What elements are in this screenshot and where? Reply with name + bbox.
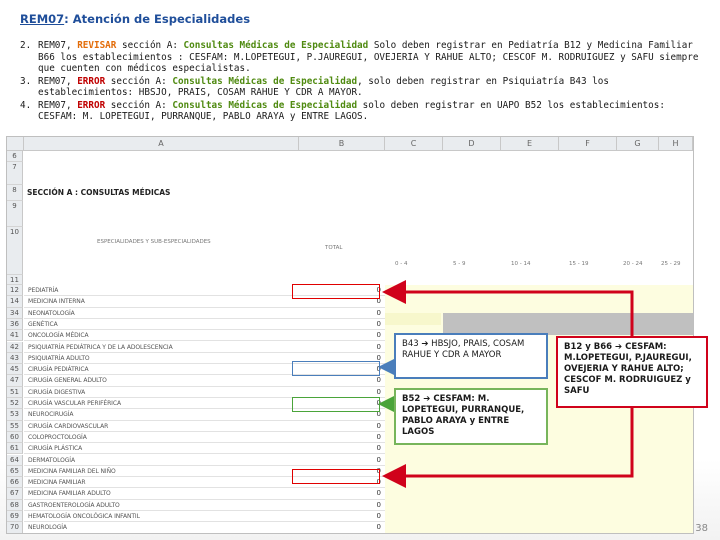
specialty-cell[interactable]: NEUROCIRUGÍA (24, 409, 299, 420)
specialty-cell[interactable]: CIRUGÍA VASCULAR PERIFÉRICA (24, 398, 299, 409)
column-header[interactable]: F (559, 137, 617, 151)
specialty-cell[interactable]: PSIQUIATRÍA PEDIÁTRICA Y DE LA ADOLESCENCIA (24, 342, 299, 353)
age-header: 15 - 19 (569, 261, 589, 267)
row-header[interactable]: 41 (7, 330, 23, 341)
note-text: REM07, (38, 75, 78, 87)
row-header[interactable]: 36 (7, 319, 23, 330)
total-cell[interactable]: 0 (299, 432, 385, 443)
column-header[interactable]: H (659, 137, 693, 151)
arrow-b12 (388, 292, 632, 336)
row-header[interactable]: 34 (7, 308, 23, 319)
column-header[interactable]: B (299, 137, 385, 151)
note-number: 4. (20, 99, 32, 111)
specialty-cell[interactable]: CIRUGÍA GENERAL ADULTO (24, 375, 299, 386)
row-header[interactable]: 51 (7, 387, 23, 398)
row-header[interactable]: 10 (7, 227, 23, 275)
specialty-cell[interactable]: NEUROLOGÍA (24, 522, 299, 533)
total-cell[interactable]: 0 (299, 500, 385, 511)
note-text: sección A: (105, 75, 173, 87)
title-code: REM07 (20, 12, 65, 26)
age-header: 20 - 24 (623, 261, 643, 267)
specialty-cell[interactable]: CIRUGÍA CARDIOVASCULAR (24, 421, 299, 432)
specialty-cell[interactable]: MEDICINA FAMILIAR ADULTO (24, 488, 299, 499)
total-cell[interactable]: 0 (299, 443, 385, 454)
total-cell[interactable]: 0 (299, 342, 385, 353)
row-header[interactable]: 55 (7, 421, 23, 432)
age-header: 10 - 14 (511, 261, 531, 267)
row-header[interactable]: 9 (7, 201, 23, 227)
callout-b12-b66: B12 y B66 ➔ CESFAM: M.LOPETEGUI, P.JAUREGUI, OVEJERIA Y RAHUE ALTO; CESCOF M. RODRUIGUEZ y SAFU (556, 336, 708, 408)
status-label: ERROR (77, 75, 106, 87)
column-header[interactable]: A (24, 137, 299, 151)
row-header[interactable]: 42 (7, 342, 23, 353)
total-cell[interactable]: 0 (299, 364, 385, 375)
note-text: REM07, (38, 99, 78, 111)
section-name: Consultas Médicas de Especialidad (183, 40, 369, 51)
total-cell[interactable]: 0 (299, 285, 385, 296)
row-header[interactable]: 66 (7, 477, 23, 488)
total-cell[interactable]: 0 (299, 488, 385, 499)
column-header[interactable]: E (501, 137, 559, 151)
row-header[interactable]: 7 (7, 162, 23, 185)
total-cell[interactable]: 0 (299, 421, 385, 432)
specialty-cell[interactable]: ONCOLOGÍA MÉDICA (24, 330, 299, 341)
section-title: SECCIÓN A : CONSULTAS MÉDICAS (27, 188, 171, 197)
note-text: , solo deben registrar en Psiquiatría B43 los establecimientos: HBSJO, PRAIS, COSAM RAHUE Y CDR A MAYOR. (38, 75, 609, 98)
total-cell[interactable]: 0 (299, 308, 385, 319)
column-header[interactable]: D (443, 137, 501, 151)
row-header[interactable]: 65 (7, 466, 23, 477)
specialty-cell[interactable]: GASTROENTEROLOGÍA ADULTO (24, 500, 299, 511)
row-header[interactable]: 70 (7, 522, 23, 533)
specialty-cell[interactable]: NEONATOLOGÍA (24, 308, 299, 319)
row-header[interactable]: 52 (7, 398, 23, 409)
row-header[interactable]: 69 (7, 511, 23, 522)
note-text: Solo deben registrar en Pediatría B12 y Medicina Familiar B66 los establecimientos : CESFAM: M.LOPETEGUI, P.JAUREGUI, OVEJERIA Y RAHUE ALTO; CESCOF M. RODRUIGUEZ y SAFU siempre que cuenten con médicos especialistas. (38, 40, 699, 74)
total-cell[interactable]: 0 (299, 511, 385, 522)
total-cell[interactable]: 0 (299, 455, 385, 466)
row-header[interactable]: 53 (7, 409, 23, 420)
callout-b43: B43 ➔ HBSJO, PRAIS, COSAM RAHUE Y CDR A MAYOR (394, 333, 548, 379)
specialty-cell[interactable]: CIRUGÍA PLÁSTICA (24, 443, 299, 454)
total-cell[interactable]: 0 (299, 353, 385, 364)
total-cell[interactable]: 0 (299, 522, 385, 533)
status-label: REVISAR (77, 40, 117, 51)
row-header[interactable]: 6 (7, 151, 23, 162)
specialty-cell[interactable]: DERMATOLOGÍA (24, 455, 299, 466)
total-cell[interactable]: 0 (299, 409, 385, 420)
note-text: REM07, (38, 40, 78, 51)
row-header[interactable]: 8 (7, 185, 23, 201)
row-header[interactable]: 68 (7, 500, 23, 511)
total-header: TOTAL (325, 245, 343, 251)
row-header[interactable]: 14 (7, 296, 23, 307)
specialty-cell[interactable]: MEDICINA INTERNA (24, 296, 299, 307)
row-header[interactable]: 43 (7, 353, 23, 364)
row-header[interactable]: 47 (7, 375, 23, 386)
status-label: ERROR (77, 99, 106, 111)
note-text: sección A: (116, 40, 184, 51)
specialty-cell[interactable]: MEDICINA FAMILIAR DEL NIÑO (24, 466, 299, 477)
total-cell[interactable]: 0 (299, 296, 385, 307)
note-text: sección A: (105, 99, 173, 111)
specialty-cell[interactable]: PEDIATRÍA (24, 285, 299, 296)
row-header[interactable]: 61 (7, 443, 23, 454)
column-header[interactable]: C (385, 137, 443, 151)
total-cell[interactable]: 0 (299, 466, 385, 477)
note-text: solo deben registrar en UAPO B52 los establecimientos: CESFAM: M. LOPETEGUI, PURRANQUE, PABLO ARAYA y ENTRE LAGOS. (38, 99, 665, 122)
specialty-cell[interactable]: CIRUGÍA PEDIÁTRICA (24, 364, 299, 375)
column-header[interactable]: G (617, 137, 659, 151)
specialty-cell[interactable]: GENÉTICA (24, 319, 299, 330)
row-header[interactable]: 11 (7, 275, 23, 285)
total-cell[interactable]: 0 (299, 319, 385, 330)
row-header[interactable]: 45 (7, 364, 23, 375)
age-header: 25 - 29 (661, 261, 681, 267)
age-header: 5 - 9 (453, 261, 466, 267)
specialty-cell[interactable]: MEDICINA FAMILIAR (24, 477, 299, 488)
total-cell[interactable]: 0 (299, 387, 385, 398)
total-cell[interactable]: 0 (299, 477, 385, 488)
specialty-cell[interactable]: PSIQUIATRÍA ADULTO (24, 353, 299, 364)
section-name: Consultas Médicas de Especialidad (172, 99, 358, 111)
total-cell[interactable]: 0 (299, 330, 385, 341)
section-name: Consultas Médicas de Especialidad (172, 75, 358, 87)
title-text: : Atención de Especialidades (64, 12, 251, 26)
age-header: 0 - 4 (395, 261, 408, 267)
specialty-cell[interactable]: COLOPROCTOLOGÍA (24, 432, 299, 443)
total-cell[interactable]: 0 (299, 375, 385, 386)
specialties-header: ESPECIALIDADES Y SUB-ESPECIALIDADES (97, 239, 211, 245)
row-header[interactable]: 12 (7, 285, 23, 296)
total-cell[interactable]: 0 (299, 398, 385, 409)
note-number: 3. (20, 75, 32, 87)
note-number: 2. (20, 40, 32, 51)
row-header[interactable]: 67 (7, 488, 23, 499)
specialty-cell[interactable]: CIRUGÍA DIGESTIVA (24, 387, 299, 398)
page-number: 38 (695, 523, 708, 534)
callout-b52: B52 ➔ CESFAM: M. LOPETEGUI, PURRANQUE, PABLO ARAYA y ENTRE LAGOS (394, 388, 548, 445)
row-header[interactable]: 60 (7, 432, 23, 443)
specialty-cell[interactable]: HEMATOLOGÍA ONCOLÓGICA INFANTIL (24, 511, 299, 522)
row-header[interactable]: 64 (7, 455, 23, 466)
